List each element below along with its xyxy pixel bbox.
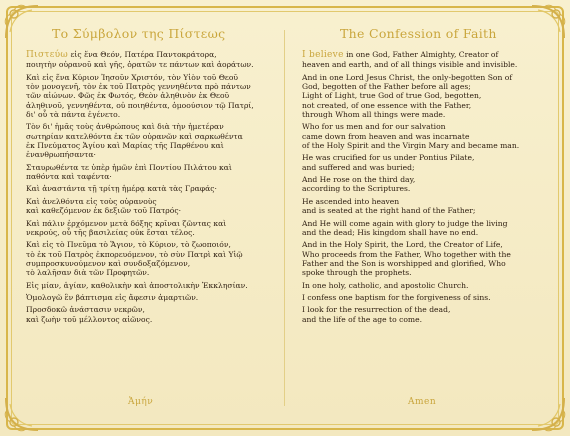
creed-line [26, 197, 278, 206]
creed-line [302, 240, 554, 249]
creed-line-text: heaven and earth, and of all things visible and invisible. [302, 60, 518, 70]
creed-line-text: according to the Scriptures. [302, 184, 411, 194]
creed-line [302, 315, 554, 324]
creed-line-text: He was crucified for us under Pontius Pilate, [302, 153, 475, 163]
creed-line [26, 184, 278, 193]
creed-line [26, 293, 278, 302]
creed-line [302, 141, 554, 150]
corner-ornament-icon [528, 394, 568, 434]
creed-line [302, 153, 554, 162]
creed-line-text: Εἰς μίαν, ἁγίαν, καθολικὴν καὶ ἀποστολικὴν Ἐκκλησίαν. [26, 280, 248, 290]
creed-line-text: in one God, Father Almighty, Creator of [346, 50, 499, 59]
creed-line-text: συμπροσκυνούμενον καὶ συνδοξαζόμενον, [26, 258, 191, 268]
creed-line-text: and the life of the age to come. [302, 314, 423, 324]
creed-line [26, 82, 278, 91]
english-title: The Confession of Faith [340, 26, 497, 41]
creed-line-text: ἀληθινοῦ, γεννηθέντα, οὐ ποιηθέντα, ὁμοούσιον τῷ Πατρί, [26, 100, 254, 110]
creed-line-text: And He will come again with glory to judge the living [302, 218, 508, 228]
creed-line [302, 82, 554, 91]
creed-line [26, 73, 278, 82]
creed-line [26, 150, 278, 159]
creed-line [26, 259, 278, 268]
creed-line-text: Who for us men and for our salvation [302, 122, 446, 132]
creed-line-text: σωτηρίαν κατελθόντα ἐκ τῶν οὐρανῶν καὶ σαρκωθέντα [26, 131, 243, 141]
creed-line-text: of the Holy Spirit and the Virgin Mary and became man. [302, 141, 520, 151]
creed-line-text: Καὶ πάλιν ἐρχόμενον μετὰ δόξης κρῖναι ζῶντας καὶ [26, 218, 227, 228]
creed-line [26, 122, 278, 131]
creed-line-text: And He rose on the third day, [302, 175, 416, 185]
creed-line-text: ἐνανθρωπήσαντα· [26, 150, 96, 160]
column-divider [284, 30, 285, 406]
creed-line-text: εἰς ἕνα Θεόν, Πατέρα Παντοκράτορα, [70, 50, 217, 59]
creed-line-text: παθόντα καὶ ταφέντα· [26, 172, 112, 182]
creed-line [26, 281, 278, 290]
creed-line-text: I look for the resurrection of the dead, [302, 305, 451, 315]
creed-line [302, 184, 554, 193]
creed-line-text: God, begotten of the Father before all ages; [302, 82, 471, 92]
creed-line-text: Who proceeds from the Father, Who together with the [302, 249, 511, 259]
creed-line [26, 172, 278, 181]
creed-line-text: Προσδοκῶ ἀνάστασιν νεκρῶν, [26, 305, 145, 315]
creed-line [26, 228, 278, 237]
creed-line [26, 206, 278, 215]
creed-line [26, 110, 278, 119]
creed-line-text: And in the Holy Spirit, the Lord, the Creator of Life, [302, 240, 503, 250]
creed-line-text: τὸν μονογενῆ, τὸν ἐκ τοῦ Πατρὸς γεννηθέντα πρὸ πάντων [26, 82, 251, 92]
creed-line [302, 259, 554, 268]
creed-line [26, 240, 278, 249]
creed-line [302, 293, 554, 302]
creed-line [26, 101, 278, 110]
creed-line-text: νεκρούς, οὗ τῆς βασιλείας οὐκ ἔσται τέλος. [26, 227, 195, 237]
lead-word: I believe [302, 50, 344, 60]
creed-line [302, 73, 554, 82]
creed-line [302, 281, 554, 290]
creed-line [302, 175, 554, 184]
creed-line [26, 132, 278, 141]
creed-line-text: Τὸν δι' ἡμᾶς τοὺς ἀνθρώπους καὶ διὰ τὴν ἡμετέραν [26, 122, 224, 132]
greek-amen: Ἀμήν [128, 397, 154, 407]
creed-line-text: τῶν αἰώνων. Φῶς ἐκ Φωτός, Θεὸν ἀληθινὸν ἐκ Θεοῦ [26, 91, 230, 101]
creed-line [26, 268, 278, 277]
creed-line [26, 315, 278, 324]
creed-line-text: Σταυρωθέντα τε ὑπὲρ ἡμῶν ἐπὶ Ποντίου Πιλάτου καὶ [26, 162, 232, 172]
creed-line [302, 122, 554, 131]
creed-line-text: τὸ λαλῆσαν διὰ τῶν Προφητῶν. [26, 268, 150, 278]
creed-line [26, 219, 278, 228]
creed-line-text: Καὶ ἀνελθόντα εἰς τοὺς οὐρανοὺς [26, 196, 157, 206]
creed-line-text: Ὁμολογῶ ἓν βάπτισμα εἰς ἄφεσιν ἁμαρτιῶν. [26, 292, 199, 302]
creed-line-text: and the dead; His kingdom shall have no end. [302, 227, 479, 237]
creed-line [302, 305, 554, 314]
creed-line [302, 197, 554, 206]
creed-line-text: I confess one baptism for the forgiveness of sins. [302, 292, 491, 302]
creed-line [302, 228, 554, 237]
creed-line [302, 206, 554, 215]
creed-line [302, 50, 554, 60]
creed-line [302, 110, 554, 119]
creed-line [302, 268, 554, 277]
creed-line [302, 101, 554, 110]
creed-line-text: And in one Lord Jesus Christ, the only-begotten Son of [302, 72, 513, 82]
creed-line [26, 163, 278, 172]
creed-line-text: Light of Light, true God of true God, begotten, [302, 91, 482, 101]
english-amen: Amen [408, 397, 437, 407]
creed-line [26, 50, 278, 60]
creed-line-text: came down from heaven and was incarnate [302, 131, 470, 141]
creed-line-text: ἐκ Πνεύματος Ἁγίου καὶ Μαρίας τῆς Παρθένου καὶ [26, 141, 224, 151]
english-creed-text [302, 50, 554, 324]
creed-line-text: τὸ ἐκ τοῦ Πατρὸς ἐκπορευόμενον, τὸ σὺν Πατρὶ καὶ Υἱῷ [26, 249, 243, 259]
creed-line [26, 141, 278, 150]
creed-line-text: Καὶ ἀναστάντα τῇ τρίτῃ ἡμέρᾳ κατὰ τὰς Γραφάς· [26, 184, 217, 194]
creed-line-text: καὶ καθεζόμενον ἐκ δεξιῶν τοῦ Πατρός· [26, 206, 182, 216]
creed-line [26, 91, 278, 100]
creed-line [26, 250, 278, 259]
creed-line-text: He ascended into heaven [302, 196, 400, 206]
lead-word: Πιστεύω [26, 50, 69, 60]
creed-line-text: and is seated at the right hand of the Father; [302, 206, 476, 216]
creed-line [302, 250, 554, 259]
creed-line [302, 60, 554, 69]
creed-line-text: not created, of one essence with the Father, [302, 100, 472, 110]
creed-line-text: ποιητὴν οὐρανοῦ καὶ γῆς, ὁρατῶν τε πάντων καὶ ἀοράτων. [26, 60, 254, 70]
greek-creed-text [26, 50, 278, 324]
creed-line [302, 91, 554, 100]
corner-ornament-icon [2, 394, 42, 434]
creed-line [302, 163, 554, 172]
creed-line [26, 305, 278, 314]
creed-line-text: spoke through the prophets. [302, 268, 412, 278]
creed-line [302, 219, 554, 228]
greek-title: Το Σύμβολον της Πίστεως [52, 26, 226, 41]
creed-line-text: Καὶ εἰς τὸ Πνεῦμα τὸ Ἅγιον, τὸ Κύριον, τὸ ζωοποιόν, [26, 240, 231, 250]
creed-line-text: and suffered and was buried; [302, 162, 415, 172]
creed-line [26, 60, 278, 69]
creed-line-text: δι' οὗ τὰ πάντα ἐγένετο. [26, 110, 121, 120]
creed-line-text: καὶ ζωὴν τοῦ μέλλοντος αἰῶνος. [26, 314, 153, 324]
creed-line-text: In one holy, catholic, and apostolic Church. [302, 280, 469, 290]
creed-line [302, 132, 554, 141]
creed-line-text: Καὶ εἰς ἕνα Κύριον Ἰησοῦν Χριστόν, τὸν Υἱὸν τοῦ Θεοῦ [26, 72, 239, 82]
corner-ornament-icon [528, 2, 568, 42]
creed-line-text: Father and the Son is worshipped and glorified, Who [302, 258, 506, 268]
creed-line-text: through Whom all things were made. [302, 110, 446, 120]
corner-ornament-icon [2, 2, 42, 42]
